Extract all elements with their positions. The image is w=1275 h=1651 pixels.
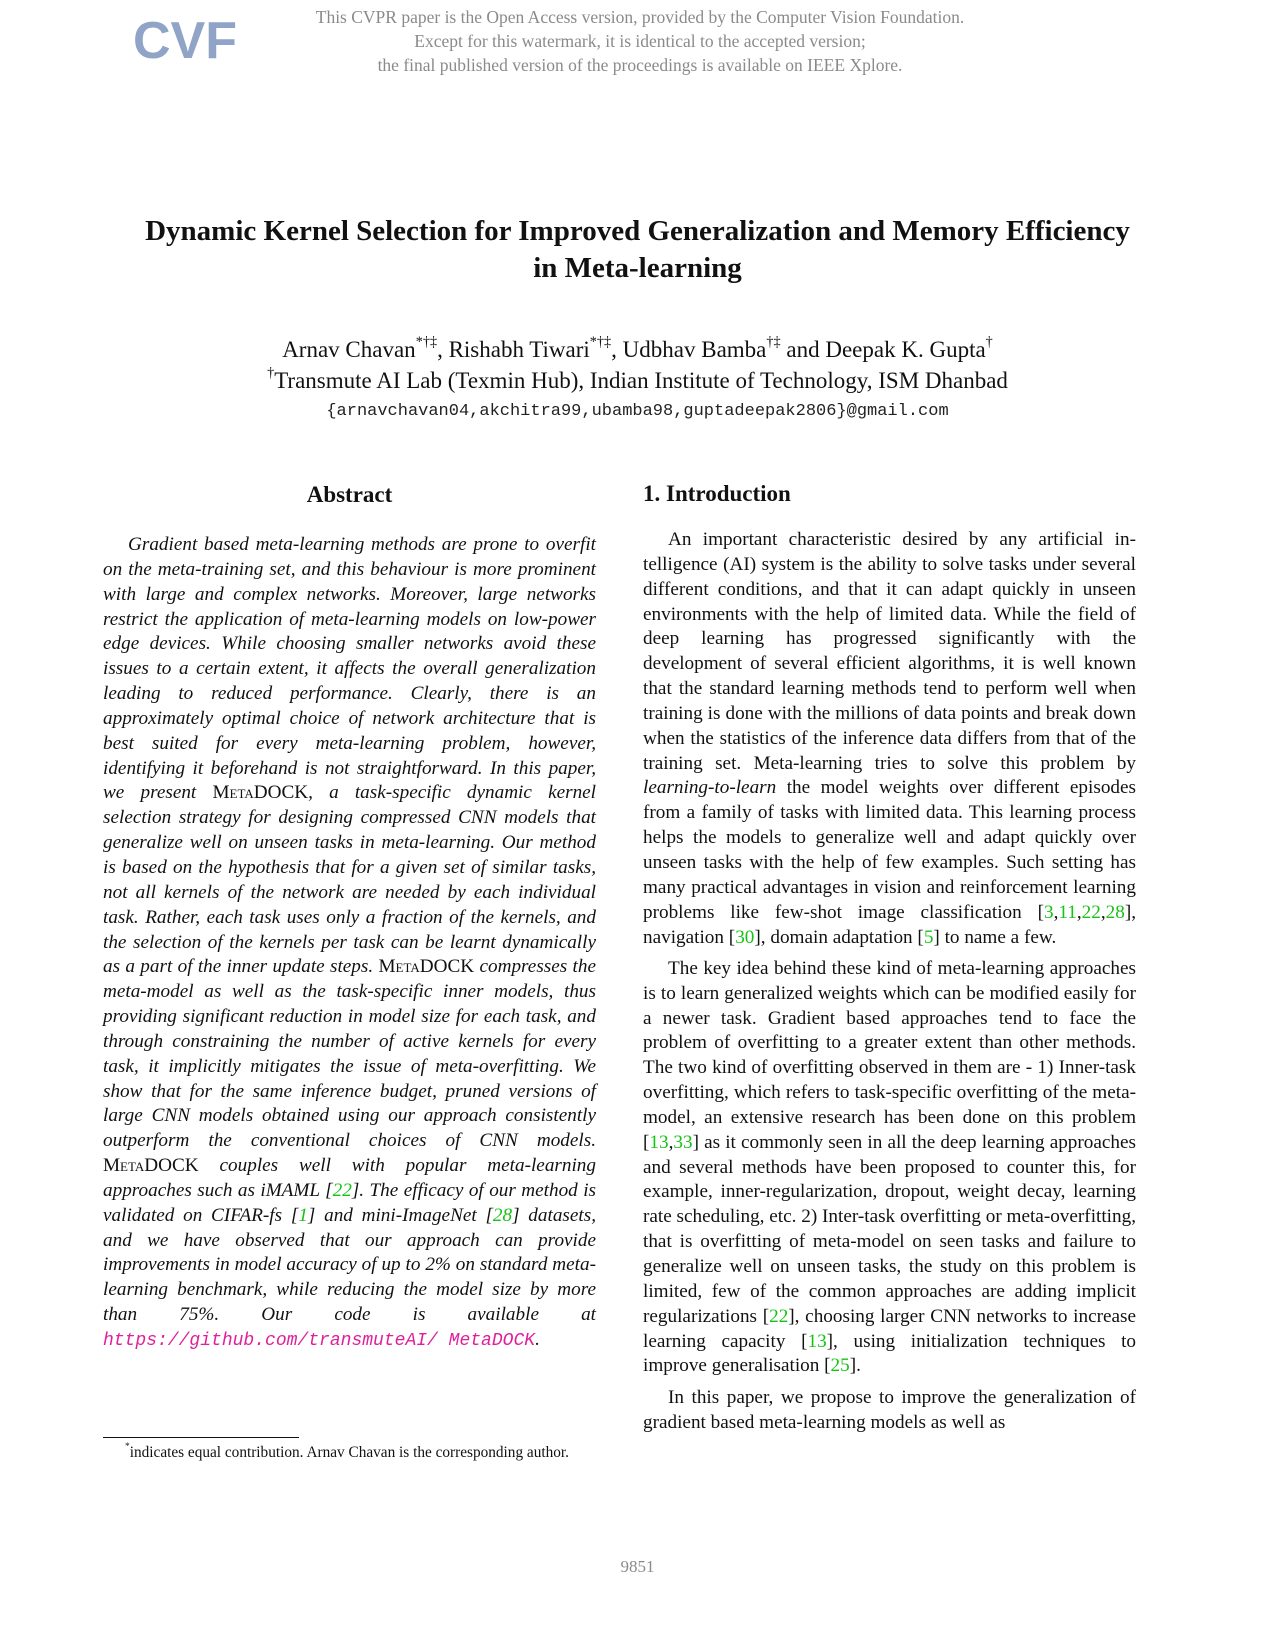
intro-text: ], choosing larger CNN networks to increase learning capacity [ <box>643 1305 1136 1352</box>
citation-link[interactable]: 13 <box>649 1131 669 1153</box>
citation-link[interactable]: 28 <box>1105 901 1125 923</box>
author-4-marks: † <box>985 334 993 351</box>
footnote <box>103 1443 596 1463</box>
emphasis-text: learning-to-learn <box>643 777 777 799</box>
affiliation <box>60 365 1215 396</box>
author-and: and <box>786 337 820 362</box>
method-name: MetaDOCK <box>212 782 309 804</box>
intro-paragraph-3 <box>643 1386 1136 1436</box>
title-line-2: in Meta-learning <box>533 252 742 284</box>
footnote-rule <box>103 1437 299 1438</box>
abstract-heading: Abstract <box>306 482 393 507</box>
citation-link[interactable]: 22 <box>1081 901 1101 923</box>
title-line-1: Dynamic Kernel Selection for Improved Generalization and Memory Efficiency <box>145 215 1130 247</box>
footnote-text: indicates equal contribution. Arnav Chavan is the corresponding author. <box>129 1444 569 1461</box>
author-2-marks: *†‡ <box>589 334 612 351</box>
abstract-text-7: ] datasets, and we have observed that our approach can provide improvements in model accuracy of up to 2% on standard meta-learning benchmark, while reducing the model size by more than 75%. Our code is available at <box>103 1204 596 1326</box>
footnote-mark: * <box>125 1442 130 1453</box>
intro-text: ], using initialization techniques to improve generalisation [ <box>643 1330 1136 1377</box>
abstract-text-2: , a task-specific dynamic kernel selection strategy for designing compressed CNN models that generalize well on unseen tasks in meta-learning. Our method is based on the hypothesis that for a given set of similar tasks, not all kernels of the network are needed by each individual task. Rather, each task uses only a fraction of the kernels, and the selection of the kernels per task can be learnt dynamically as a part of the inner update steps. <box>103 782 597 978</box>
citation-link[interactable]: 1 <box>298 1204 308 1226</box>
intro-paragraph-1: An important characteristic desired by any artificial intelligence (AI) system is the ability to solve tasks under several different conditions, and that it can adapt quickly in unseen environments with the help of limited data. While the field of deep learning has progressed significantly with the development of several efficient algorithms, it is well known that the standard learning methods tend to perform well when training is done with the millions of data points and break down when the statistics of the inference data differs from that of the training set. Meta-learning tries to solve this problem by learning-to-learn the model weights over different episodes from a family of tasks with limited data. This learning process helps the models to generalize well and adapt quickly over unseen tasks with the help of few examples. Such setting has many practical advantages in vision and reinforcement learning problems like few-shot image classification [3,11,22,28], navigation [30], domain adaptation [5] to name a few. <box>643 529 1136 948</box>
citation-link[interactable]: 5 <box>923 926 934 948</box>
method-name: MetaDOCK <box>378 956 475 978</box>
intro-text: ], domain adaptation [ <box>754 926 924 948</box>
citation-link[interactable]: 30 <box>735 926 755 948</box>
intro-text: ], navigation [ <box>643 901 1136 948</box>
intro-text: An important characteristic desired by any artificial intelligence (AI) system is the ability to solve tasks under several different conditions, and that it can adapt quickly in unseen environments with the help of limited data. While the field of deep learning has progressed significantly with the development of several efficient algorithms, it is well known that the standard learning methods tend to perform well when training is done with the millions of data points and break down when the statistics of the inference data differs from that of the training set. Meta-learning tries to solve this problem by <box>643 529 1136 774</box>
method-name: MetaDOCK <box>103 1155 199 1177</box>
citation-link[interactable]: 22 <box>769 1305 789 1327</box>
abstract-text-6: ] and mini-ImageNet [ <box>307 1204 493 1226</box>
citation-link[interactable]: 22 <box>332 1179 352 1201</box>
abstract-text-3: compresses the meta-model as well as the task-specific inner models, thus providing significant reduction in model size for each task, and through constraining the number of active kernels for every task, it implicitly mitigates the issue of meta-overfitting. We show that for the same inference budget, pruned versions of large CNN models obtained using our approach consistently outperform the conventional choices of CNN models. <box>103 956 596 1152</box>
intro-text: the model weights over different episodes from a family of tasks with limited data. This learning process helps the models to generalize well and adapt quickly over unseen tasks with the help of few examples. Such setting has many practical advantages in vision and reinforcement learning problems like few-shot image classification [ <box>643 777 1136 923</box>
abstract-text-5: ]. The efficacy of our method is validated on CIFAR-fs [ <box>103 1179 597 1226</box>
citation-link[interactable]: 13 <box>807 1330 827 1352</box>
watermark-line-2: Except for this watermark, it is identical to the accepted version; <box>414 31 866 51</box>
intro-text: In this paper, we propose to improve the generalization of gradient based meta-learning models as well as <box>643 1386 1136 1433</box>
cvf-logo <box>133 8 237 74</box>
watermark-line-1: This CVPR paper is the Open Access version, provided by the Computer Vision Foundation. <box>315 7 965 27</box>
author-emails: {arnavchavan04,akchitra99,ubamba98,guptadeepak2806}@gmail.com <box>326 402 949 421</box>
intro-text: The key idea behind these kind of meta-learning approaches is to learn generalized weights which can be modified easily for a newer task. Gradient based approaches tend to face the problem of overfitting to a greater extent than other methods. The two kind of overfitting observed in them are - 1) Inner-task overfitting, which refers to task-specific overfitting of the meta-model, an extensive research has been done on this problem [ <box>643 957 1136 1153</box>
citation-link[interactable]: 11 <box>1058 901 1077 923</box>
cvf-logo-text: CVF <box>133 12 237 70</box>
open-access-watermark <box>260 5 1020 77</box>
author-3: Udbhav Bamba <box>622 337 767 362</box>
affiliation-mark: † <box>267 365 275 382</box>
paper-title <box>60 213 1215 287</box>
intro-text: ] as it commonly seen in all the deep learning approaches and several methods have been proposed to counter this, for example, inner-regularization, dropout, weight decay, learning rate scheduling, etc. 2) Inter-task overfitting or meta-overfitting, that is overfitting of meta-model on seen tasks and failure to generalize well on unseen tasks, the study on this problem is limited, few of the common approaches are adding implicit regularizations [ <box>643 1131 1136 1327</box>
author-2: Rishabh Tiwari <box>448 337 590 362</box>
citation-link[interactable]: 28 <box>492 1204 513 1226</box>
author-1-marks: *†‡ <box>415 334 438 351</box>
intro-text: ] to name a few. <box>933 926 1057 948</box>
citation-link[interactable]: 25 <box>830 1355 850 1377</box>
intro-paragraph-2: The key idea behind these kind of meta-learning approaches is to learn generalized weights which can be modified easily for a newer task. Gradient based approaches tend to face the problem of overfitting to a greater extent than other methods. The two kind of overfitting observed in them are - 1) Inner-task overfitting, which refers to task-specific overfitting of the meta-model, an extensive research has been done on this problem [13,33] as it commonly seen in all the deep learning approaches and several methods have been proposed to counter this, for example, inner-regularization, dropout, weight decay, learning rate scheduling, etc. 2) Inter-task overfitting or meta-overfitting, that is overfitting of meta-model on seen tasks and failure to generalize well on unseen tasks, the study on this problem is limited, few of the common approaches are adding implicit regularizations [22], choosing larger CNN networks to increase learning capacity [13], using initialization techniques to improve generalisation [25]. <box>643 957 1136 1377</box>
author-list: Arnav Chavan*†‡, Rishabh Tiwari*†‡, Udbhav Bamba†‡ and Deepak K. Gupta† <box>282 334 993 362</box>
watermark-line-3: the final published version of the proceedings is available on IEEE Xplore. <box>377 55 903 75</box>
abstract-body <box>103 533 596 1354</box>
abstract-text-1: Gradient based meta-learning methods are prone to overfit on the meta-training set, and this behaviour is more prominent with large and complex networks. Moreover, large networks restrict the application of meta-learning models on low-power edge devices. While choosing smaller networks avoid these issues to a certain extent, it affects the overall generalization leading to reduced performance. Clearly, there is an approximately optimal choice of network architecture that is best suited for every meta-learning problem, however, identifying it beforehand is not straightforward. In this paper, we present <box>103 534 596 804</box>
author-1: Arnav Chavan <box>282 337 416 362</box>
introduction-body <box>643 528 1136 1442</box>
citation-link[interactable]: 33 <box>673 1131 693 1153</box>
abstract-end: . <box>535 1329 540 1350</box>
author-3-marks: †‡ <box>766 334 781 351</box>
affiliation-text: Transmute AI Lab (Texmin Hub), Indian Institute of Technology, ISM Dhanbad <box>274 368 1008 393</box>
citation-link[interactable]: 3 <box>1043 901 1054 923</box>
intro-text: ]. <box>849 1355 861 1377</box>
author-4: Deepak K. Gupta <box>825 337 986 362</box>
page-number: 9851 <box>620 1557 655 1576</box>
code-repository-link[interactable]: https://github.com/transmuteAI/ MetaDOCK <box>103 1331 536 1351</box>
introduction-heading: 1. Introduction <box>643 481 791 506</box>
abstract-text-4: couples well with popular meta-learning approaches such as iMAML [ <box>103 1155 596 1201</box>
